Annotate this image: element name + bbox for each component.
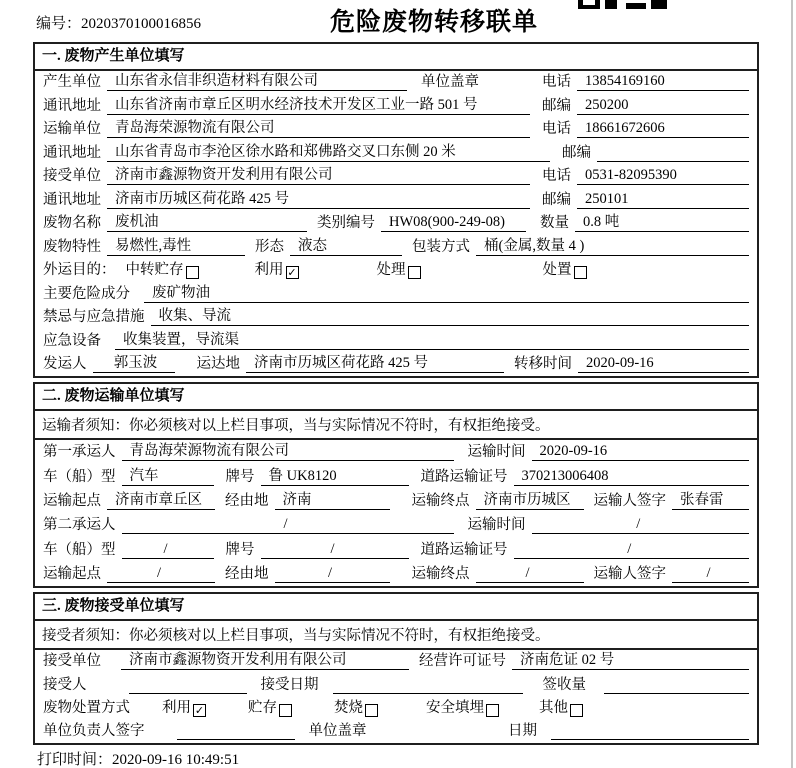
seal-label: 单位盖章 (308, 723, 367, 739)
disposal-label: 废物处置方式 (43, 699, 130, 716)
origin-label: 运输起点 (43, 492, 101, 509)
purpose-option-label: 处置 (542, 262, 572, 279)
zip-label: 邮编 (562, 144, 591, 161)
recipient-row (35, 673, 757, 696)
purpose-row (35, 259, 757, 282)
taboo-label: 禁忌与应急措施 (43, 309, 145, 326)
via-label: 经由地 (225, 492, 269, 509)
origin-label: 运输起点 (43, 565, 101, 582)
seal-label: 单位盖章 (421, 74, 479, 91)
via-value: 济南 (275, 491, 390, 510)
serial-label: 编号： (36, 16, 82, 32)
transport-time-value: 2020-09-16 (532, 442, 750, 461)
road-license-label: 道路运输证号 (420, 541, 508, 558)
checkbox-transfer-storage (186, 266, 199, 279)
carrier2-value: / (122, 515, 454, 534)
carrier1-value: 青岛海荣源物流有限公司 (122, 442, 454, 461)
transporter-notice: 运输者须知：你必须核对以上栏目事项，当与实际情况不符时，有权拒绝接受。 (35, 411, 757, 440)
road-license-value: 370213006408 (514, 467, 750, 486)
transporter-value: 青岛海荣源物流有限公司 (107, 119, 530, 138)
recipient-value (129, 676, 247, 694)
phone-label: 电话 (542, 74, 571, 91)
category-value: HW08(900-249-08) (381, 213, 526, 232)
via-label: 经由地 (225, 565, 269, 582)
operating-license-label: 经营许可证号 (419, 653, 506, 670)
receive-unit-value: 济南市鑫源物资开发利用有限公司 (121, 651, 409, 670)
section-producer-title: 一. 废物产生单位填写 (35, 44, 757, 71)
end-value: / (476, 564, 584, 583)
disposal-row (35, 697, 757, 720)
route1-row (35, 489, 757, 513)
producer-address-value: 山东省济南市章丘区明水经济技术开发区工业一路 501 号 (107, 96, 530, 115)
vehicle-type-label: 车（船）型 (43, 468, 116, 485)
quantity-value: 0.8 吨 (575, 213, 749, 232)
receiver-phone-value: 0531-82095390 (577, 166, 749, 185)
qr-block (605, 0, 617, 9)
qr-code-fragment (578, 0, 667, 9)
waste-name-label: 废物名称 (43, 215, 101, 232)
transporter-phone-value: 18661672606 (577, 119, 749, 138)
vehicle1-row (35, 464, 757, 488)
carrier-sign-value: 张春雷 (672, 491, 749, 510)
taboo-row (35, 306, 757, 329)
waste-name-value: 废机油 (107, 213, 307, 232)
transporter-row (35, 118, 757, 141)
producer-row (35, 71, 757, 94)
signed-quantity-label: 签收量 (542, 676, 586, 693)
receiver-row (35, 165, 757, 188)
qr-block (578, 0, 600, 9)
print-time-label: 打印时间： (37, 752, 113, 768)
equipment-label: 应急设备 (43, 332, 101, 349)
waste-name-row (35, 212, 757, 235)
characteristics-row (35, 235, 757, 258)
receiver-zip-value: 250101 (577, 190, 749, 209)
carrier2-label: 第二承运人 (43, 517, 116, 534)
section-producer (33, 42, 759, 378)
page-edge-divider (791, 0, 793, 768)
zip-label: 邮编 (542, 191, 571, 208)
receive-unit-label: 接受单位 (43, 653, 101, 670)
plate-value: / (261, 540, 409, 559)
transporter-address-value: 山东省青岛市李沧区徐水路和郑佛路交叉口东侧 20 米 (107, 143, 550, 162)
carrier1-row (35, 440, 757, 464)
section-receiver-title: 三. 废物接受单位填写 (35, 594, 757, 621)
section-transporter-title: 二. 废物运输单位填写 (35, 384, 757, 411)
serial-number (36, 12, 201, 33)
receiver-value: 济南市鑫源物资开发利用有限公司 (107, 166, 530, 185)
category-label: 类别编号 (317, 215, 375, 232)
address-label: 通讯地址 (43, 144, 101, 161)
checkbox-other (570, 704, 583, 717)
zip-label: 邮编 (542, 97, 571, 114)
checkbox-store (279, 704, 292, 717)
equipment-value: 收集装置，导流渠 (115, 331, 749, 350)
end-label: 运输终点 (411, 565, 470, 582)
producer-address-row (35, 94, 757, 117)
hazard-value: 废矿物油 (144, 284, 749, 303)
shipper-value: 郭玉波 (93, 354, 175, 373)
date-value (551, 722, 749, 740)
quantity-label: 数量 (540, 215, 569, 232)
phone-label: 电话 (542, 121, 571, 138)
transport-time-label: 运输时间 (467, 517, 526, 534)
transporter-address-row (35, 141, 757, 164)
form-label: 形态 (255, 238, 284, 255)
checkbox-incinerate (365, 704, 378, 717)
carrier-sign-label: 运输人签字 (593, 565, 666, 582)
signed-quantity-value (604, 676, 749, 694)
vehicle-type-value: / (122, 540, 214, 559)
taboo-value: 收集、导流 (151, 307, 750, 326)
shipper-label: 发运人 (43, 356, 87, 373)
page-title: 危险废物转移联单 (330, 9, 539, 36)
operating-license-value: 济南危证 02 号 (512, 651, 749, 670)
shipper-row (35, 353, 757, 376)
checkbox-landfill (486, 704, 499, 717)
form-value: 液态 (290, 237, 402, 256)
origin-value: 济南市章丘区 (107, 491, 215, 510)
hazard-row (35, 282, 757, 305)
packaging-value: 桶(金属,数量 4 ) (476, 237, 749, 256)
date-label: 日期 (508, 723, 537, 739)
packaging-label: 包装方式 (412, 238, 470, 255)
receiver-label: 接受单位 (43, 168, 101, 185)
receiver-address-row (35, 188, 757, 211)
producer-label: 产生单位 (43, 74, 101, 91)
head-sign-row (35, 720, 757, 743)
destination-value: 济南市历城区荷花路 425 号 (246, 354, 504, 373)
purpose-option-label: 利用 (254, 262, 284, 279)
disposal-option-label: 贮存 (248, 699, 277, 716)
transfer-time-label: 转移时间 (514, 356, 572, 373)
checkbox-treat (408, 266, 421, 279)
head-sign-value (177, 722, 295, 740)
receiver-notice: 接受者须知：你必须核对以上栏目事项，当与实际情况不符时，有权拒绝接受。 (35, 621, 757, 650)
address-label: 通讯地址 (43, 191, 101, 208)
vehicle-type-label: 车（船）型 (43, 541, 116, 558)
transport-time-value: / (532, 515, 750, 534)
transporter-label: 运输单位 (43, 121, 101, 138)
print-time-value: 2020-09-16 10:49:51 (112, 752, 240, 768)
plate-value: 鲁 UK8120 (261, 467, 409, 486)
equipment-row (35, 329, 757, 352)
via-value: / (275, 564, 390, 583)
serial-value: 2020370100016856 (81, 16, 202, 32)
purpose-label: 外运目的： (43, 262, 116, 279)
producer-phone-value: 13854169160 (577, 72, 749, 91)
disposal-option-label: 焚烧 (334, 699, 363, 716)
producer-zip-value: 250200 (577, 96, 749, 115)
address-label: 通讯地址 (43, 97, 101, 114)
disposal-option-label: 安全填埋 (426, 699, 484, 716)
carrier1-label: 第一承运人 (43, 444, 116, 461)
receiver-address-value: 济南市历城区荷花路 425 号 (107, 190, 530, 209)
recipient-label: 接受人 (43, 676, 87, 693)
receive-unit-row (35, 650, 757, 673)
transfer-time-value: 2020-09-16 (578, 354, 749, 373)
section-receiver (33, 592, 759, 745)
road-license-value: / (514, 540, 750, 559)
producer-value: 山东省永信非织造材料有限公司 (107, 72, 407, 91)
vehicle-type-value: 汽车 (122, 467, 214, 486)
plate-label: 牌号 (225, 541, 255, 558)
destination-label: 运达地 (196, 356, 240, 373)
carrier2-row (35, 513, 757, 537)
checkbox-utilize: ✓ (287, 266, 297, 280)
transporter-zip-value (597, 144, 749, 162)
print-time (37, 748, 239, 768)
end-value: 济南市历城区 (476, 491, 584, 510)
route2-row (35, 562, 757, 586)
head-sign-label: 单位负责人签字 (43, 723, 145, 739)
road-license-label: 道路运输证号 (420, 468, 508, 485)
characteristics-value: 易燃性,毒性 (107, 237, 245, 256)
qr-block (622, 0, 646, 9)
vehicle2-row (35, 537, 757, 561)
qr-block (651, 0, 667, 9)
purpose-option-label: 处理 (376, 262, 406, 279)
receive-date-value (333, 676, 523, 694)
section-transporter (33, 382, 759, 588)
transport-time-label: 运输时间 (467, 444, 526, 461)
characteristics-label: 废物特性 (43, 238, 101, 255)
end-label: 运输终点 (411, 492, 470, 509)
checkbox-dispose (574, 266, 587, 279)
checkbox-utilize: ✓ (194, 703, 205, 717)
purpose-option-label: 中转贮存 (125, 262, 184, 279)
disposal-option-label: 利用 (162, 699, 191, 716)
origin-value: / (107, 564, 215, 583)
carrier-sign-value: / (672, 564, 749, 583)
hazard-label: 主要危险成分 (43, 285, 130, 302)
phone-label: 电话 (542, 168, 571, 185)
plate-label: 牌号 (225, 468, 255, 485)
carrier-sign-label: 运输人签字 (593, 492, 666, 509)
receive-date-label: 接受日期 (260, 676, 319, 693)
disposal-option-label: 其他 (539, 699, 568, 716)
